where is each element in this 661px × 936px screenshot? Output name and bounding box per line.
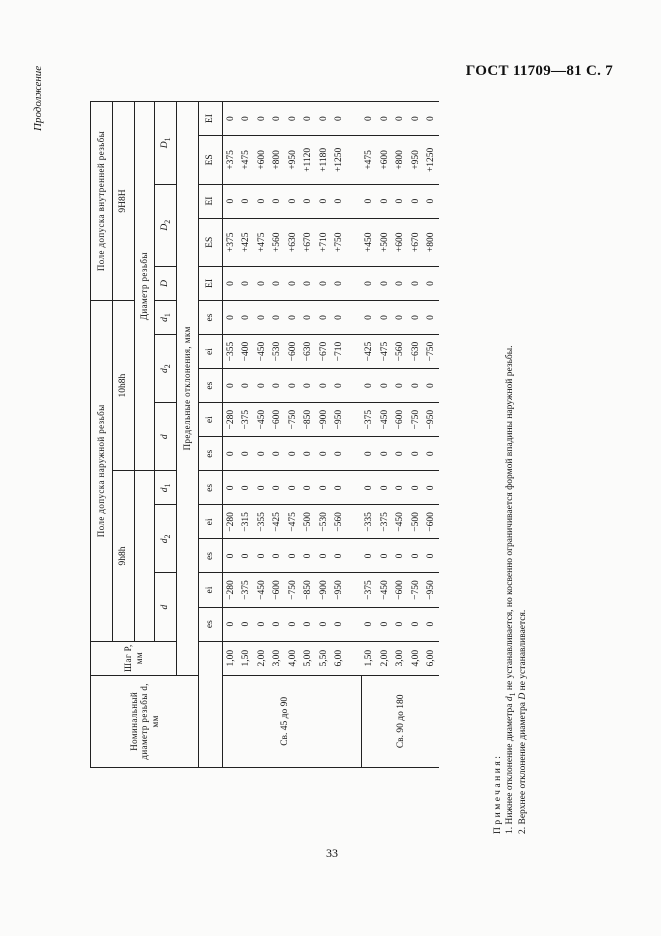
header-d-10h8h: d [155, 403, 177, 471]
table-cell: −950 [332, 573, 348, 607]
table-cell: −375 [239, 573, 255, 607]
table-cell: 0 [424, 301, 440, 335]
table-cell: +750 [332, 218, 348, 266]
table-cell: +670 [408, 218, 424, 266]
table-cell: 0 [285, 301, 301, 335]
table-cell: −600 [424, 505, 440, 539]
table-cell: 0 [254, 266, 270, 300]
table-cell: 0 [254, 471, 270, 505]
table-cell: 0 [285, 471, 301, 505]
table-cell: 0 [301, 437, 317, 471]
table-cell: 0 [254, 437, 270, 471]
table-cell: 0 [223, 471, 239, 505]
header-9h8h: 9h8h [113, 471, 135, 641]
table-cell: 0 [332, 607, 348, 641]
table-cell: 0 [285, 102, 301, 136]
table-cell: 0 [270, 471, 286, 505]
table-cell: 0 [270, 102, 286, 136]
table-cell: −710 [332, 335, 348, 369]
table-cell: −900 [316, 573, 332, 607]
table-cell: 0 [393, 184, 409, 218]
table-cell: 0 [301, 102, 317, 136]
header-10h8h: 10h8h [113, 301, 135, 471]
table-cell: −500 [301, 505, 317, 539]
table-cell: −850 [301, 403, 317, 437]
table-cell: 0 [362, 184, 378, 218]
table-cell: 0 [316, 369, 332, 403]
table-cell: +950 [285, 136, 301, 184]
table-cell: 0 [239, 102, 255, 136]
table-row [316, 102, 332, 768]
table-cell: +1250 [424, 136, 440, 184]
table-cell: −600 [285, 335, 301, 369]
table-row [332, 102, 348, 768]
table-cell: 0 [424, 184, 440, 218]
table-cell: +475 [362, 136, 378, 184]
hdr-EI: EI [199, 184, 223, 218]
table-cell: −280 [223, 403, 239, 437]
table-row [393, 102, 409, 768]
table-cell: 0 [316, 266, 332, 300]
table-cell: −630 [408, 335, 424, 369]
table-cell: 0 [301, 266, 317, 300]
table-cell: 0 [301, 369, 317, 403]
table-cell: −375 [377, 505, 393, 539]
table-cell: 0 [239, 471, 255, 505]
table-row [377, 102, 393, 768]
table-cell: +475 [239, 136, 255, 184]
table-cell: 0 [270, 301, 286, 335]
table-cell: 0 [393, 266, 409, 300]
table-cell: −600 [393, 573, 409, 607]
hdr-es: es [199, 539, 223, 573]
table-cell: 0 [393, 607, 409, 641]
table-cell: −900 [316, 403, 332, 437]
table-cell: 3,00 [393, 641, 409, 675]
notes-heading: Примечания: [493, 753, 503, 834]
table-cell: 0 [408, 102, 424, 136]
table-cell: 0 [393, 102, 409, 136]
table-cell: 1,50 [362, 641, 378, 675]
table-cell: 5,50 [316, 641, 332, 675]
table-cell: −560 [332, 505, 348, 539]
hdr-ES: ES [199, 218, 223, 266]
table-cell: 0 [393, 539, 409, 573]
table-cell: +600 [254, 136, 270, 184]
table-cell: 0 [239, 539, 255, 573]
table-cell: −450 [377, 403, 393, 437]
hdr-ES: ES [199, 136, 223, 184]
table-cell: 0 [362, 301, 378, 335]
table-cell: +800 [270, 136, 286, 184]
table-cell: 0 [362, 607, 378, 641]
hdr-ei: ei [199, 505, 223, 539]
table-cell: −750 [408, 403, 424, 437]
table-cell: 0 [408, 437, 424, 471]
table-cell: −750 [285, 403, 301, 437]
table-cell: −450 [254, 335, 270, 369]
table-cell: +600 [377, 136, 393, 184]
table-cell: 0 [332, 437, 348, 471]
table-cell: −530 [270, 335, 286, 369]
table-cell: 0 [408, 301, 424, 335]
table-cell: 4,00 [408, 641, 424, 675]
table-cell: 0 [377, 607, 393, 641]
table-cell: 0 [316, 301, 332, 335]
table-cell: +800 [393, 136, 409, 184]
table-cell: 0 [362, 539, 378, 573]
table-cell: 0 [223, 184, 239, 218]
header-d1-9h8h: $d_1$ [155, 471, 177, 505]
table-cell: 0 [301, 539, 317, 573]
table-cell: 0 [270, 266, 286, 300]
table-cell: 0 [424, 102, 440, 136]
table-cell: +1120 [301, 136, 317, 184]
table-cell: +560 [270, 218, 286, 266]
table-cell: 0 [223, 539, 239, 573]
table-cell: 0 [270, 184, 286, 218]
table-cell: 5,00 [301, 641, 317, 675]
table-cell: 0 [239, 301, 255, 335]
table-cell: −400 [239, 335, 255, 369]
header-d-9h8h: d [155, 573, 177, 641]
table-cell: 0 [424, 607, 440, 641]
table-cell: −750 [424, 335, 440, 369]
header-d2-10h8h: $d_2$ [155, 335, 177, 403]
table-cell: 0 [270, 369, 286, 403]
table-cell: 0 [332, 301, 348, 335]
table-cell: 6,00 [424, 641, 440, 675]
notes [493, 345, 529, 834]
table-cell: −425 [362, 335, 378, 369]
table-cell: 0 [377, 539, 393, 573]
table-row [223, 102, 239, 768]
table-cell: 0 [362, 369, 378, 403]
document-header: ГОСТ 11709—81 С. 7 [465, 63, 613, 79]
table-row [254, 102, 270, 768]
table-cell: 0 [254, 539, 270, 573]
table-cell: −600 [393, 403, 409, 437]
table-cell: 0 [408, 184, 424, 218]
table-cell: 3,00 [270, 641, 286, 675]
header-external-tolerance: Поле допуска наружной резьбы [91, 301, 113, 642]
table-row [285, 102, 301, 768]
table-cell: 0 [316, 184, 332, 218]
table-cell: 0 [223, 102, 239, 136]
table-cell: 0 [285, 184, 301, 218]
header-step: Шаг P, мм [91, 641, 177, 675]
table-cell: −850 [301, 573, 317, 607]
table-cell: +375 [223, 218, 239, 266]
header-D1: $D_1$ [155, 102, 177, 185]
table-cell: 0 [332, 184, 348, 218]
table-cell: 0 [239, 437, 255, 471]
table-cell: 0 [285, 539, 301, 573]
table-cell: 2,00 [254, 641, 270, 675]
table-cell: 0 [285, 437, 301, 471]
header-9H8H: 9H8H [113, 102, 135, 301]
table-cell: 0 [332, 102, 348, 136]
table-cell: 0 [408, 607, 424, 641]
continuation-label: Продолжение [32, 65, 44, 131]
table-cell: 0 [408, 266, 424, 300]
table-cell: −950 [424, 403, 440, 437]
hdr-EI: EI [199, 266, 223, 300]
table-cell: 0 [316, 607, 332, 641]
table-cell: −335 [362, 505, 378, 539]
table-cell: 0 [316, 437, 332, 471]
table-cell: +710 [316, 218, 332, 266]
header-nominal-diameter: Номинальный диаметр резьбы d, мм [91, 675, 199, 767]
diameter-range-cell: Св. 45 до 90 [223, 675, 348, 767]
table-cell: 0 [316, 102, 332, 136]
table-cell: −450 [254, 403, 270, 437]
header-d2-9h8h: $d_2$ [155, 505, 177, 573]
table-cell: −475 [285, 505, 301, 539]
table-cell: +950 [408, 136, 424, 184]
hdr-es: es [199, 437, 223, 471]
table-cell: 0 [301, 471, 317, 505]
table-cell: −425 [270, 505, 286, 539]
table-cell: 0 [285, 266, 301, 300]
table-cell: −600 [270, 573, 286, 607]
hdr-es: es [199, 301, 223, 335]
hdr-ei: ei [199, 573, 223, 607]
hdr-es: es [199, 471, 223, 505]
table-cell: −475 [377, 335, 393, 369]
hdr-es: es [199, 607, 223, 641]
table-cell: 0 [301, 184, 317, 218]
table-cell: 0 [377, 266, 393, 300]
table-cell: −560 [393, 335, 409, 369]
table-cell: −375 [362, 573, 378, 607]
table-cell: 0 [362, 102, 378, 136]
table-cell: −500 [408, 505, 424, 539]
table-cell: 0 [332, 266, 348, 300]
table-cell: −600 [270, 403, 286, 437]
header-d1-10h8h: $d_1$ [155, 301, 177, 335]
table-cell: 4,00 [285, 641, 301, 675]
table-cell: −355 [223, 335, 239, 369]
table-cell: 0 [377, 102, 393, 136]
table-cell: 0 [270, 607, 286, 641]
note-2: 2. Верхнее отклонение диаметра D не устанавливается. [517, 609, 528, 834]
table-cell: 0 [301, 301, 317, 335]
table-row [362, 102, 378, 768]
table-cell: −530 [316, 505, 332, 539]
table-cell: 0 [270, 539, 286, 573]
table-cell: 0 [239, 607, 255, 641]
header-internal-tolerance: Поле допуска внутренней резьбы [91, 102, 113, 301]
table-cell: 0 [239, 184, 255, 218]
table-cell: −950 [332, 403, 348, 437]
table-cell: −450 [377, 573, 393, 607]
table-cell: −630 [301, 335, 317, 369]
hdr-ei: ei [199, 335, 223, 369]
table-cell: 0 [301, 607, 317, 641]
table-cell: −315 [239, 505, 255, 539]
table-cell: +475 [254, 218, 270, 266]
table-cell: 0 [239, 266, 255, 300]
table-cell: 0 [424, 539, 440, 573]
table-cell: +600 [393, 218, 409, 266]
table-cell: −280 [223, 505, 239, 539]
table-cell: 0 [332, 471, 348, 505]
table-cell: 0 [254, 369, 270, 403]
table-cell: 0 [223, 369, 239, 403]
table-cell: +1180 [316, 136, 332, 184]
table-cell: 1,00 [223, 641, 239, 675]
diameter-range-cell: Св. 90 до 180 [362, 675, 440, 767]
table-cell: −280 [223, 573, 239, 607]
table-cell: 0 [393, 437, 409, 471]
page-number: 33 [326, 846, 338, 860]
table-cell: −750 [285, 573, 301, 607]
hdr-EI: EI [199, 102, 223, 136]
table-cell: 0 [377, 301, 393, 335]
table-cell: 0 [254, 184, 270, 218]
header-thread-diameter: Диаметр резьбы [135, 102, 155, 471]
table-cell: 0 [393, 471, 409, 505]
table-cell: 0 [254, 102, 270, 136]
table-cell: 0 [408, 369, 424, 403]
table-cell: 0 [223, 437, 239, 471]
table-cell: 0 [424, 471, 440, 505]
hdr-es: es [199, 369, 223, 403]
table-cell: +670 [301, 218, 317, 266]
table-cell: 0 [362, 471, 378, 505]
table-cell: 0 [408, 539, 424, 573]
table-cell: 0 [408, 471, 424, 505]
table-row [270, 102, 286, 768]
table-cell: 2,00 [377, 641, 393, 675]
table-row [408, 102, 424, 768]
table-cell: +375 [223, 136, 239, 184]
table-cell: 0 [285, 369, 301, 403]
table-row [301, 102, 317, 768]
table-row [239, 102, 255, 768]
table-cell: +450 [362, 218, 378, 266]
table-cell: −450 [393, 505, 409, 539]
tolerance-table [90, 101, 437, 768]
header-D2: $D_2$ [155, 184, 177, 266]
table-cell: +630 [285, 218, 301, 266]
table-cell: +1250 [332, 136, 348, 184]
table-cell: 0 [223, 301, 239, 335]
table-cell: −670 [316, 335, 332, 369]
table-cell: −375 [362, 403, 378, 437]
table-cell: 0 [377, 471, 393, 505]
note-1: 1. Нижнее отклонение диаметра $d_1$ не устанавливается, но косвенно ограничивается формой впадины наружной резьбы. [504, 345, 517, 834]
table-cell: +425 [239, 218, 255, 266]
table-row [424, 102, 440, 768]
table-cell: 0 [270, 437, 286, 471]
header-limit-deviations: Предельные отклонения, мкм [177, 102, 199, 676]
table-cell: 0 [424, 437, 440, 471]
table-cell: 0 [316, 539, 332, 573]
table-cell: 0 [362, 266, 378, 300]
header-D: D [155, 266, 177, 300]
table-cell: 0 [254, 301, 270, 335]
table-cell: 0 [254, 607, 270, 641]
table-cell: 0 [424, 369, 440, 403]
table-cell: −355 [254, 505, 270, 539]
table-cell: −750 [408, 573, 424, 607]
table-cell: 0 [377, 184, 393, 218]
table-cell: 0 [377, 369, 393, 403]
table-cell: 0 [393, 369, 409, 403]
table-cell: 6,00 [332, 641, 348, 675]
table-cell: −375 [239, 403, 255, 437]
table-cell: 0 [332, 539, 348, 573]
table-cell: +800 [424, 218, 440, 266]
hdr-ei: ei [199, 403, 223, 437]
table-cell: 0 [223, 266, 239, 300]
table-cell: 0 [239, 369, 255, 403]
table-cell: −450 [254, 573, 270, 607]
table-cell: 0 [362, 437, 378, 471]
table-cell: 0 [424, 266, 440, 300]
table-cell: 0 [377, 437, 393, 471]
table-cell: 0 [393, 301, 409, 335]
table-cell: 0 [285, 607, 301, 641]
table-cell: 1,50 [239, 641, 255, 675]
table-cell: +500 [377, 218, 393, 266]
table-cell: 0 [223, 607, 239, 641]
table-cell: −950 [424, 573, 440, 607]
table-cell: 0 [316, 471, 332, 505]
table-cell: 0 [332, 369, 348, 403]
